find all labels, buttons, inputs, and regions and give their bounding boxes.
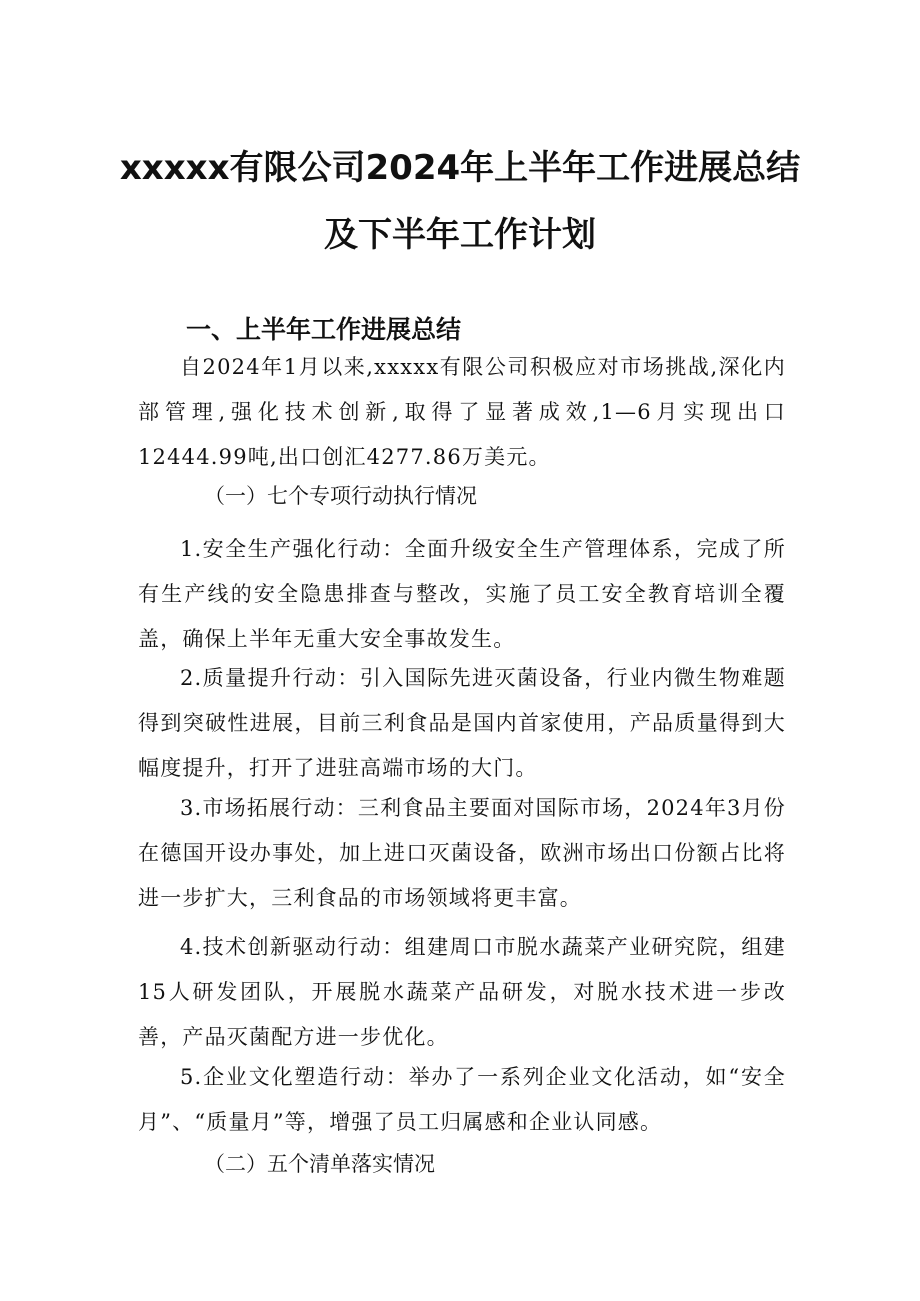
subsection-heading-seven-actions: （一）七个专项行动执行情况 [204, 484, 477, 508]
document-title-line-2: 及下半年工作计划 [324, 215, 596, 255]
subsection-heading-five-lists: （二）五个清单落实情况 [204, 1152, 435, 1176]
section-heading-first-half-summary: 一、上半年工作进展总结 [186, 315, 462, 344]
list-item-culture-action: 5.企业文化塑造行动：举办了一系列企业文化活动，如“安全月”、“质量月”等，增强了员工归属感和企业认同感。 [138, 1065, 786, 1134]
list-item-quality-action: 2.质量提升行动：引入国际先进灭菌设备，行业内微生物难题得到突破性进展，目前三利食品是国内首家使用，产品质量得到大幅度提升，打开了进驻高端市场的大门。 [138, 666, 786, 780]
intro-paragraph: 自2024年1月以来,xxxxx有限公司积极应对市场挑战,深化内部管理,强化技术创新,取得了显著成效,1—6月实现出口12444.99吨,出口创汇4277.86万美元。 [138, 355, 786, 469]
list-item-innovation-action: 4.技术创新驱动行动：组建周口市脱水蔬菜产业研究院，组建15人研发团队，开展脱水蔬菜产品研发，对脱水技术进一步改善，产品灭菌配方进一步优化。 [138, 935, 786, 1049]
list-item-safety-action: 1.安全生产强化行动：全面升级安全生产管理体系，完成了所有生产线的安全隐患排查与整改，实施了员工安全教育培训全覆盖，确保上半年无重大安全事故发生。 [138, 537, 786, 651]
list-item-market-action: 3.市场拓展行动：三利食品主要面对国际市场，2024年3月份在德国开设办事处，加上进口灭菌设备，欧洲市场出口份额占比将进一步扩大，三利食品的市场领域将更丰富。 [138, 796, 786, 910]
document-title-line-1: xxxxx有限公司2024年上半年工作进展总结 [119, 148, 801, 188]
